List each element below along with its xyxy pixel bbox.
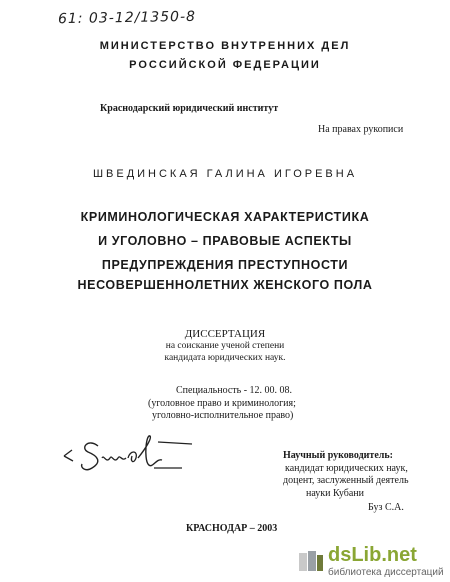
title-line-3: ПРЕДУПРЕЖДЕНИЯ ПРЕСТУПНОСТИ bbox=[101, 258, 349, 272]
specialty-line-3: уголовно-исполнительное право) bbox=[152, 410, 294, 421]
rights-note: На правах рукописи bbox=[318, 124, 404, 135]
title-line-2: И УГОЛОВНО – ПРАВОВЫЕ АСПЕКТЫ bbox=[98, 234, 352, 248]
specialty-line-1: Специальность - 12. 00. 08. bbox=[176, 385, 293, 396]
title-line-1: КРИМИНОЛОГИЧЕСКАЯ ХАРАКТЕРИСТИКА bbox=[80, 210, 370, 224]
supervisor-line-1: кандидат юридических наук, bbox=[285, 463, 408, 474]
title-line-4: НЕСОВЕРШЕННОЛЕТНИХ ЖЕНСКОГО ПОЛА bbox=[77, 278, 373, 292]
ministry-line-2: РОССИЙСКОЙ ФЕДЕРАЦИИ bbox=[129, 59, 321, 71]
dissertation-heading: ДИССЕРТАЦИЯ bbox=[184, 328, 266, 340]
site-watermark[interactable] bbox=[296, 544, 446, 578]
supervisor-line-3: науки Кубани bbox=[306, 488, 365, 499]
supervisor-heading: Научный руководитель: bbox=[283, 450, 393, 461]
supervisor-name: Буз С.А. bbox=[368, 502, 404, 513]
brand-tagline: библиотека диссертаций bbox=[328, 567, 444, 578]
signature bbox=[58, 428, 198, 480]
supervisor-line-2: доцент, заслуженный деятель bbox=[283, 475, 409, 486]
city-year: КРАСНОДАР – 2003 bbox=[186, 523, 278, 534]
author-name: ШВЕДИНСКАЯ ГАЛИНА ИГОРЕВНА bbox=[92, 168, 358, 180]
ministry-line-1: МИНИСТЕРСТВО ВНУТРЕННИХ ДЕЛ bbox=[99, 40, 351, 52]
dissertation-line-1: на соискание ученой степени bbox=[165, 341, 285, 351]
specialty-line-2: (уголовное право и криминология; bbox=[148, 398, 296, 409]
dissertation-line-2: кандидата юридических наук. bbox=[164, 353, 286, 363]
brand-name: dsLib.net bbox=[328, 544, 417, 566]
institute-name: Краснодарский юридический институт bbox=[100, 103, 279, 114]
brand-logo-icon bbox=[298, 550, 324, 574]
archive-number: 61: 03-12/1350-8 bbox=[57, 8, 197, 28]
